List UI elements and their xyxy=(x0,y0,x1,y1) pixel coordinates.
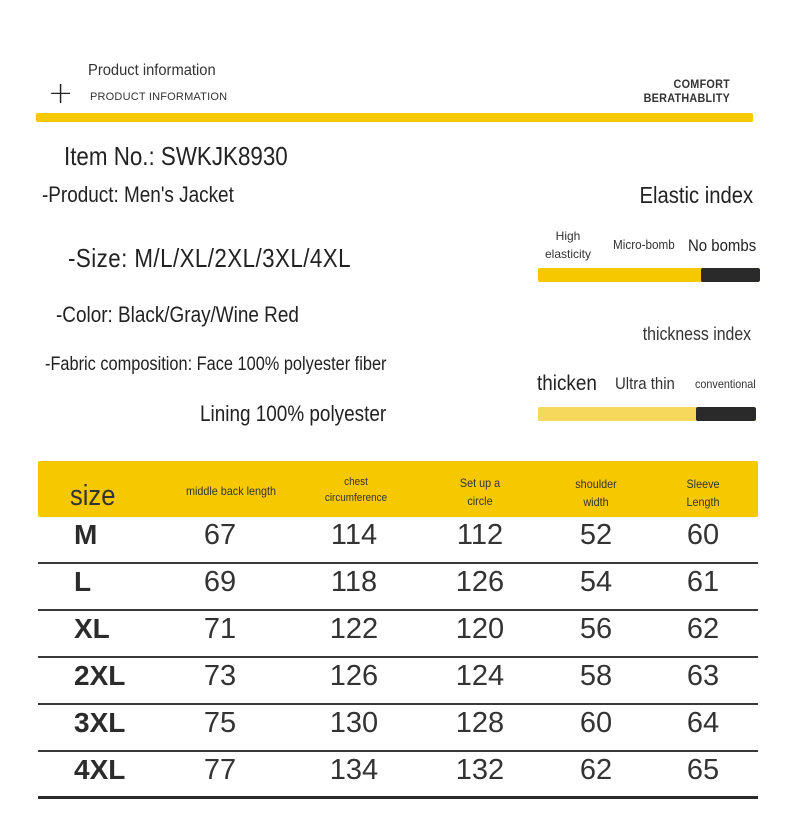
table-row xyxy=(38,658,758,705)
cell-chest: 118 xyxy=(330,566,378,598)
cell-setup: 120 xyxy=(455,613,505,645)
cell-shoulder: 58 xyxy=(579,660,613,692)
cell-setup: 112 xyxy=(456,519,504,551)
elastic-index-marker xyxy=(701,268,760,282)
cell-sleeve: 64 xyxy=(686,707,720,739)
cell-back: 77 xyxy=(203,754,237,786)
cell-back: 71 xyxy=(203,613,237,645)
table-row xyxy=(38,517,758,564)
elastic-micro-label: Micro-bomb xyxy=(613,237,675,252)
cell-shoulder: 54 xyxy=(579,566,613,598)
section-subtitle: PRODUCT INFORMATION xyxy=(90,91,228,103)
cell-chest: 126 xyxy=(329,660,379,692)
comfort-tag-line2: BERATHABLITY xyxy=(643,91,730,105)
elastic-index-bar xyxy=(538,268,760,282)
cell-shoulder: 62 xyxy=(579,754,613,786)
size-table-header xyxy=(38,461,758,517)
cell-back: 69 xyxy=(203,566,237,598)
header-chest-line2: circumference xyxy=(324,492,388,504)
product-colors: -Color: Black/Gray/Wine Red xyxy=(56,302,299,327)
elastic-high-line2: elasticity xyxy=(545,247,592,261)
product-sizes: -Size: M/L/XL/2XL/3XL/4XL xyxy=(68,243,351,273)
elastic-index-title: Elastic index xyxy=(639,182,753,208)
cell-size: 4XL xyxy=(74,754,126,785)
cell-sleeve: 61 xyxy=(686,566,720,598)
thickness-thicken-label: thicken xyxy=(537,372,597,395)
plus-icon: + xyxy=(48,76,74,111)
elastic-high-line1: High xyxy=(555,229,581,243)
header-chest xyxy=(311,474,401,506)
header-shoulder-line1: shoulder xyxy=(575,477,617,491)
cell-back: 73 xyxy=(203,660,237,692)
table-row xyxy=(38,752,758,799)
elastic-none-label: No bombs xyxy=(688,236,757,255)
cell-sleeve: 65 xyxy=(686,754,720,786)
cell-setup: 124 xyxy=(455,660,505,692)
header-shoulder-line2: width xyxy=(583,495,609,509)
comfort-tag xyxy=(644,77,730,105)
header-sleeve-line1: Sleeve xyxy=(686,477,720,491)
thickness-index-title: thickness index xyxy=(642,324,751,344)
cell-shoulder: 60 xyxy=(579,707,613,739)
header-setup-circle xyxy=(444,474,516,510)
thickness-index-bar xyxy=(538,407,756,421)
header-divider xyxy=(36,113,753,122)
size-table-body xyxy=(0,517,790,807)
table-row xyxy=(38,564,758,611)
header-middle-back-length: middle back length xyxy=(185,484,277,498)
cell-setup: 128 xyxy=(455,707,505,739)
cell-chest: 130 xyxy=(329,707,379,739)
header-sleeve-line2: Length xyxy=(686,495,720,509)
thickness-index-marker xyxy=(696,407,756,421)
header-chest-line1: chest xyxy=(344,476,368,488)
table-row xyxy=(38,611,758,658)
cell-shoulder: 56 xyxy=(579,613,613,645)
item-number: Item No.: SWKJK8930 xyxy=(64,141,288,171)
lining-composition: Lining 100% polyester xyxy=(200,401,387,426)
cell-size: XL xyxy=(74,613,110,644)
header-setup-line2: circle xyxy=(467,494,493,508)
cell-size: L xyxy=(74,566,92,597)
cell-size: 3XL xyxy=(74,707,126,738)
header-shoulder-width xyxy=(560,475,632,511)
cell-setup: 132 xyxy=(455,754,505,786)
cell-chest: 114 xyxy=(330,519,378,551)
elastic-high-label xyxy=(545,227,591,263)
table-row xyxy=(38,705,758,752)
fabric-composition: -Fabric composition: Face 100% polyester fiber xyxy=(45,354,387,375)
cell-back: 75 xyxy=(203,707,237,739)
thickness-conventional-label: conventional xyxy=(695,377,756,391)
cell-back: 67 xyxy=(203,519,237,551)
header-size: size xyxy=(70,480,116,512)
cell-sleeve: 60 xyxy=(686,519,720,551)
header-setup-line1: Set up a xyxy=(459,476,501,490)
cell-setup: 126 xyxy=(455,566,505,598)
comfort-tag-line1: COMFORT xyxy=(673,77,730,91)
cell-sleeve: 62 xyxy=(686,613,720,645)
cell-chest: 122 xyxy=(329,613,379,645)
header-sleeve-length xyxy=(667,475,739,511)
section-title: Product information xyxy=(88,62,216,79)
cell-sleeve: 63 xyxy=(686,660,720,692)
cell-shoulder: 52 xyxy=(579,519,613,551)
cell-size: 2XL xyxy=(74,660,126,691)
cell-chest: 134 xyxy=(329,754,379,786)
product-name: -Product: Men's Jacket xyxy=(42,182,234,207)
thickness-ultra-thin-label: Ultra thin xyxy=(615,374,675,393)
cell-size: M xyxy=(74,519,98,550)
